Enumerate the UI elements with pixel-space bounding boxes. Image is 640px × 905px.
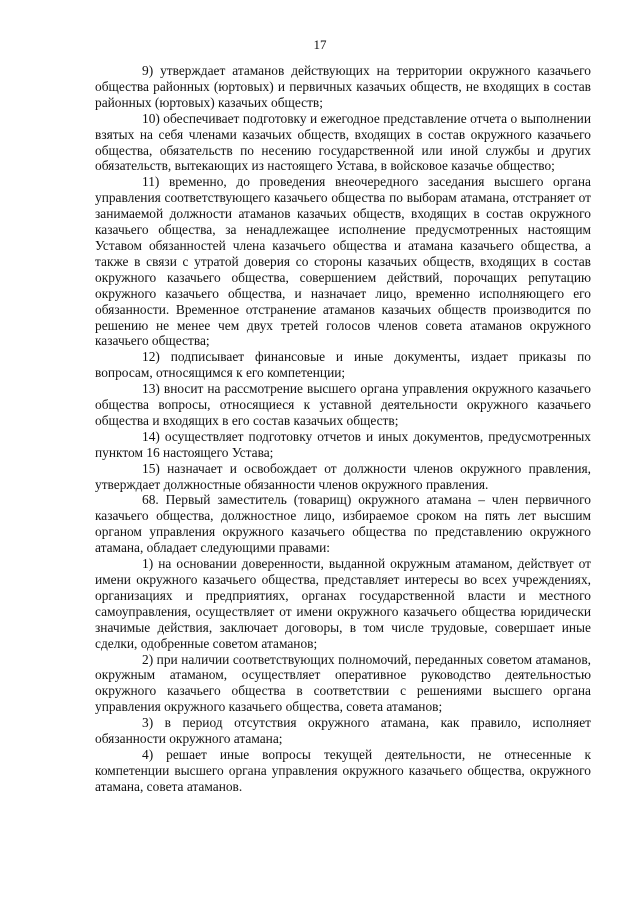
paragraph-item-13: 13) вносит на рассмотрение высшего органа управления окружного казачьего общества вопросы, относящиеся к уставной деятельности окружного казачьего общества и входящих в его состав казачьих обществ; [95, 381, 591, 428]
paragraph-item-9: 9) утверждает атаманов действующих на территории окружного казачьего общества районных (юртовых) и первичных казачьих обществ, не входящих в состав районных (юртовых) казачьих обществ; [95, 63, 591, 110]
paragraph-item-14: 14) осуществляет подготовку отчетов и иных документов, предусмотренных пунктом 16 настоящего Устава; [95, 428, 591, 460]
page-number: 17 [313, 37, 327, 52]
paragraph-right-3: 3) в период отсутствия окружного атамана, как правило, исполняет обязанности окружного атамана; [95, 715, 591, 747]
paragraph-right-4: 4) решает иные вопросы текущей деятельности, не отнесенные к компетенции высшего органа управления окружного казачьего общества, окружного атамана, совета атаманов. [95, 746, 591, 794]
paragraph-item-11: 11) временно, до проведения внеочередного заседания высшего органа управления соответствующего казачьего общества по выборам атамана, отстраняет от занимаемой должности атаманов казачьих обществ, входящих в состав окружного казачьего общества, за ненадлежащее исполнение предусмотренных настоящим Уставом обязанностей члена казачьего общества и атамана казачьего общества, а также в связи с утратой доверия со стороны казачьих обществ, входящих в состав окружного казачьего общества, совершением действий, порочащих репутацию окружного казачьего общества, и назначает лицо, временно исполняющего его обязанности. Временное отстранение атаманов казачьих обществ производится по решению не менее чем двух третей голосов членов совета атаманов окружного казачьего общества; [95, 174, 591, 349]
paragraph-clause-68: 68. Первый заместитель (товарищ) окружного атамана – член первичного казачьего общества, должностное лицо, избираемое сроком на пять лет высшим органом управления окружного казачьего общества по представлению окружного атамана, обладает следующими правами: [95, 492, 591, 556]
paragraph-item-10: 10) обеспечивает подготовку и ежегодное представление отчета о выполнении взятых на себя членами казачьих обществ, входящих в состав окружного казачьего общества, обязательств по несению государственной или иной службы и других обязательств, вытекающих из настоящего Устава, в войсковое казачье общество; [95, 110, 591, 174]
paragraph-item-15: 15) назначает и освобождает от должности членов окружного правления, утверждает должностные обязанности членов окружного правления. [95, 460, 591, 492]
paragraph-item-12: 12) подписывает финансовые и иные документы, издает приказы по вопросам, относящимся к его компетенции; [95, 349, 591, 381]
document-body [95, 63, 591, 795]
paragraph-right-2: 2) при наличии соответствующих полномочий, переданных советом атаманов, окружным атаманом, осуществляет оперативное руководство деятельностью окружного казачьего общества в соответствии с решениями высшего органа управления окружного казачьего общества, совета атаманов; [95, 651, 591, 715]
paragraph-right-1: 1) на основании доверенности, выданной окружным атаманом, действует от имени окружного казачьего общества, представляет интересы во всех учреждениях, организациях и предприятиях, органах государственной власти и местного самоуправления, осуществляет от имени окружного казачьего общества юридически значимые действия, заключает договоры, в том числе трудовые, совершает иные сделки, одобренные советом атаманов; [95, 556, 591, 651]
